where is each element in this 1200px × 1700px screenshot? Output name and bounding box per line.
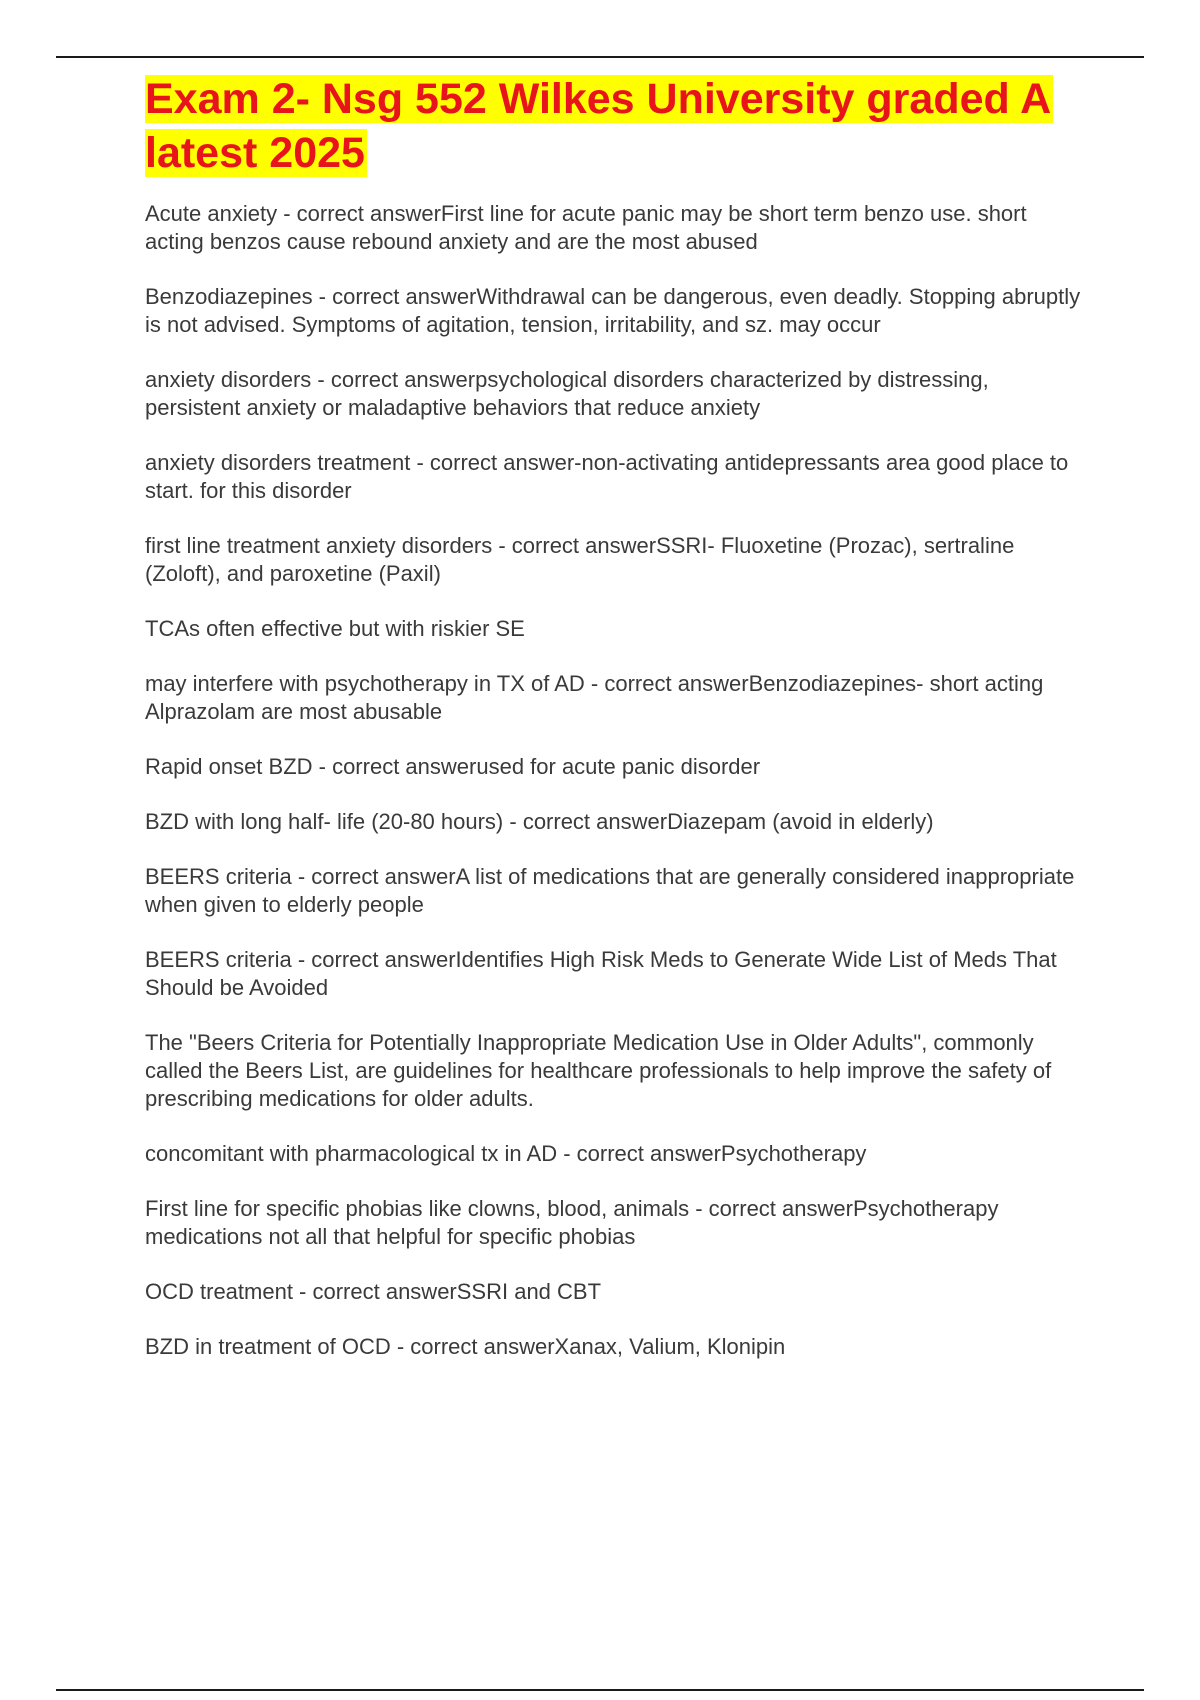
top-rule	[56, 56, 1144, 58]
entry-bzd-ocd: BZD in treatment of OCD - correct answerXanax, Valium, Klonipin	[145, 1334, 786, 1359]
document-title	[145, 72, 1085, 180]
entry-tcas: TCAs often effective but with riskier SE	[145, 616, 525, 641]
entry-acute-anxiety: Acute anxiety - correct answerFirst line for acute panic may be short term benzo use. short acting benzos cause rebound anxiety and are the most abused	[145, 201, 1027, 254]
entry-psychotherapy-interference: may interfere with psychotherapy in TX of AD - correct answerBenzodiazepines- short acting Alprazolam are most abusable	[145, 671, 1044, 724]
entry-specific-phobias: First line for specific phobias like clowns, blood, animals - correct answerPsychotherapy medications not all that helpful for specific phobias	[145, 1196, 999, 1249]
entry-long-half-life-bzd: BZD with long half- life (20-80 hours) - correct answerDiazepam (avoid in elderly)	[145, 809, 934, 834]
entry-first-line-treatment: first line treatment anxiety disorders - correct answerSSRI- Fluoxetine (Prozac), sertraline (Zoloft), and paroxetine (Paxil)	[145, 533, 1015, 586]
entry-anxiety-disorders-treatment: anxiety disorders treatment - correct answer-non-activating antidepressants area good place to start. for this disorder	[145, 450, 1069, 503]
entry-beers-criteria-1: BEERS criteria - correct answerA list of medications that are generally considered inappropriate when given to elderly people	[145, 864, 1075, 917]
entry-benzodiazepines: Benzodiazepines - correct answerWithdrawal can be dangerous, even deadly. Stopping abruptly is not advised. Symptoms of agitation, tension, irritability, and sz. may occur	[145, 284, 1081, 337]
entry-beers-criteria-2: BEERS criteria - correct answerIdentifies High Risk Meds to Generate Wide List of Meds That Should be Avoided	[145, 947, 1057, 1000]
document-body	[145, 72, 1085, 1388]
entry-anxiety-disorders: anxiety disorders - correct answerpsychological disorders characterized by distressing, persistent anxiety or maladaptive behaviors that reduce anxiety	[145, 367, 989, 420]
entry-rapid-onset-bzd: Rapid onset BZD - correct answerused for acute panic disorder	[145, 754, 761, 779]
entry-beers-list: The "Beers Criteria for Potentially Inappropriate Medication Use in Older Adults", commonly called the Beers List, are guidelines for healthcare professionals to help improve the safety of prescribing medications for older adults.	[145, 1030, 1052, 1111]
title-highlight: Exam 2- Nsg 552 Wilkes University graded A latest 2025	[145, 75, 1052, 177]
entry-concomitant-tx: concomitant with pharmacological tx in AD - correct answerPsychotherapy	[145, 1141, 867, 1166]
entry-ocd-treatment: OCD treatment - correct answerSSRI and CBT	[145, 1279, 602, 1304]
bottom-rule	[56, 1689, 1144, 1691]
